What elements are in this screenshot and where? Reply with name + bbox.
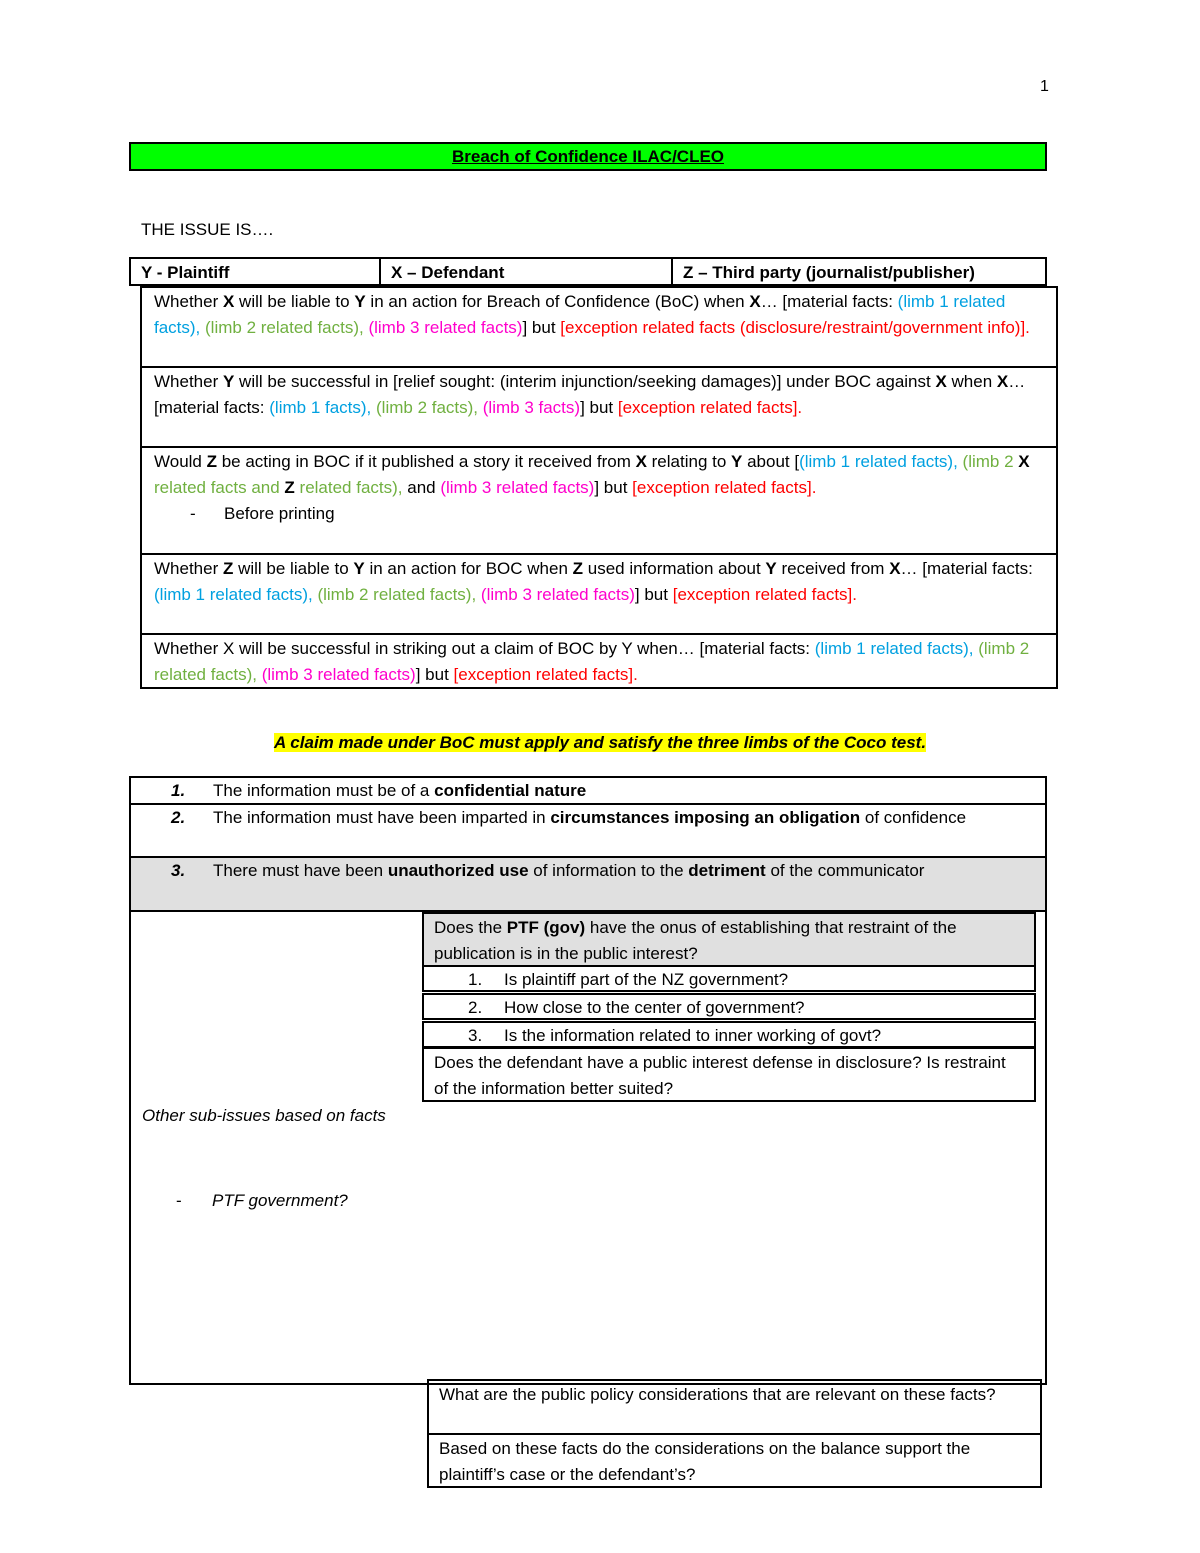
page-number: 1 [1040, 78, 1049, 95]
issue-statement-1: Whether X will be liable to Y in an action for Breach of Confidence (BoC) when X… [material facts: (limb 1 related facts), (limb 2 related facts), (limb 3 related facts)] but [exception related facts (disclosure/restraint/government info)]. [140, 286, 1058, 368]
issue-label: THE ISSUE IS…. [141, 220, 274, 239]
policy-question-1: What are the public policy considerations that are relevant on these facts? [427, 1379, 1042, 1435]
coco-heading: A claim made under BoC must apply and satisfy the three limbs of the Coco test. [273, 733, 927, 752]
other-subissues-label: Other sub-issues based on facts [142, 1106, 386, 1125]
party-plaintiff: Y - Plaintiff [129, 257, 381, 286]
issue-statement-5: Whether X will be successful in striking out a claim of BOC by Y when… [material facts: (limb 1 related facts), (limb 2 related facts), (limb 3 related facts)] but [exception related facts]. [140, 633, 1058, 689]
limb-2: 2. The information must have been imparted in circumstances imposing an obligation of confidence [129, 803, 1047, 858]
ptf-government-note: PTF government? [212, 1191, 348, 1210]
gov-question-1: 1. Is plaintiff part of the NZ government? [422, 965, 1036, 992]
issue-statement-4: Whether Z will be liable to Y in an action for BOC when Z used information about Y received from X… [material facts: (limb 1 related facts), (limb 2 related facts), (limb 3 related facts)] but [exception related facts]. [140, 553, 1058, 635]
bullet-item: - Before printing [154, 501, 1046, 527]
gov-onus-question: Does the PTF (gov) have the onus of establishing that restraint of the publication is in the public interest? [422, 912, 1036, 967]
gov-question-3: 3. Is the information related to inner working of govt? [422, 1021, 1036, 1048]
issue-statement-3: Would Z be acting in BOC if it published a story it received from X relating to Y about [(limb 1 related facts), (limb 2 X related facts and Z related facts), and (limb 3 related facts)] but [exception related facts]. - Before printing [140, 446, 1058, 555]
dash-bullet: - [190, 504, 196, 523]
limb-3: 3. There must have been unauthorized use of information to the detriment of the communicator [129, 856, 1047, 912]
issue-statement-2: Whether Y will be successful in [relief sought: (interim injunction/seeking damages)] under BOC against X when X… [material facts: (limb 1 facts), (limb 2 facts), (limb 3 facts)] but [exception related facts]. [140, 366, 1058, 448]
party-defendant: X – Defendant [379, 257, 673, 286]
gov-question-2: 2. How close to the center of government? [422, 993, 1036, 1020]
limb-1: 1. The information must be of a confidential nature [129, 776, 1047, 805]
defense-question: Does the defendant have a public interest defense in disclosure? Is restraint of the information better suited? [422, 1047, 1036, 1102]
policy-question-2: Based on these facts do the considerations on the balance support the plaintiff’s case or the defendant’s? [427, 1433, 1042, 1488]
dash-bullet: - [176, 1191, 182, 1210]
document-title: Breach of Confidence ILAC/CLEO [129, 142, 1047, 171]
party-third: Z – Third party (journalist/publisher) [671, 257, 1047, 286]
